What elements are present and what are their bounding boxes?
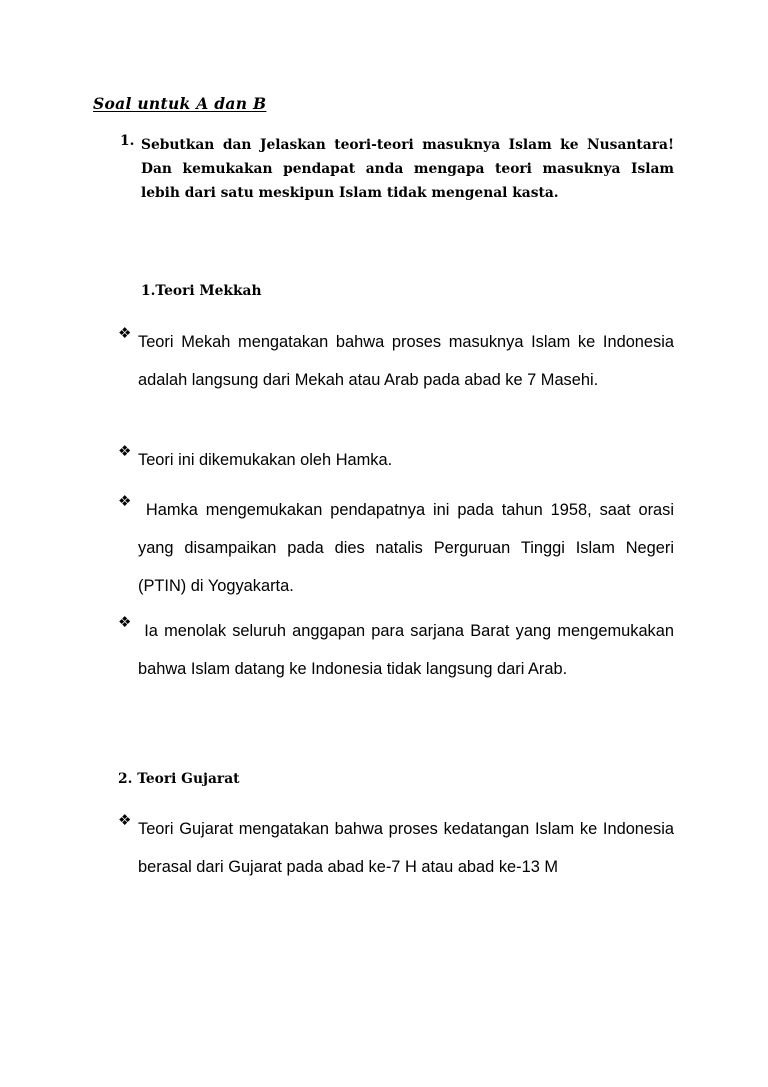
diamond-dots-icon: ❖ [118, 492, 132, 510]
bullet-text: Hamka mengemukakan pendapatnya ini pada tahun 1958, saat orasi yang disampaikan pada dies natalis Perguruan Tinggi Islam Negeri (PTIN) di Yogyakarta. [138, 501, 679, 595]
list-item [118, 612, 679, 726]
bullet-text: Teori Gujarat mengatakan bahwa proses kedatangan Islam ke Indonesia berasal dari Gujarat pada abad ke-7 H atau abad ke-13 M [138, 820, 674, 876]
question-text: Sebutkan dan Jelaskan teori-teori masuknya Islam ke Nusantara! Dan kemukakan pendapat anda mengapa teori masuknya Islam lebih dari satu meskipun Islam tidak mengenal kasta. [141, 137, 674, 201]
diamond-dots-icon: ❖ [118, 324, 132, 342]
list-item [118, 810, 674, 924]
list-item [118, 323, 674, 437]
diamond-dots-icon: ❖ [118, 442, 132, 460]
bullet-text: Ia menolak seluruh anggapan para sarjana Barat yang mengemukakan bahwa Islam datang ke Indonesia tidak langsung dari Arab. [138, 622, 679, 678]
bullet-text: Teori ini dikemukakan oleh Hamka. [138, 451, 393, 469]
section-heading-teori-mekkah: 1.Teori Mekkah [141, 283, 262, 299]
diamond-dots-icon: ❖ [118, 613, 132, 631]
page-title: Soal untuk A dan B [93, 94, 267, 113]
list-item [118, 491, 679, 605]
section-heading-teori-gujarat: 2. Teori Gujarat [118, 771, 240, 787]
list-item [118, 441, 674, 479]
diamond-dots-icon: ❖ [118, 811, 132, 829]
bullet-text: Teori Mekah mengatakan bahwa proses masuknya Islam ke Indonesia adalah langsung dari Mekah atau Arab pada abad ke 7 Masehi. [138, 333, 674, 389]
question-number: 1. [120, 133, 135, 149]
